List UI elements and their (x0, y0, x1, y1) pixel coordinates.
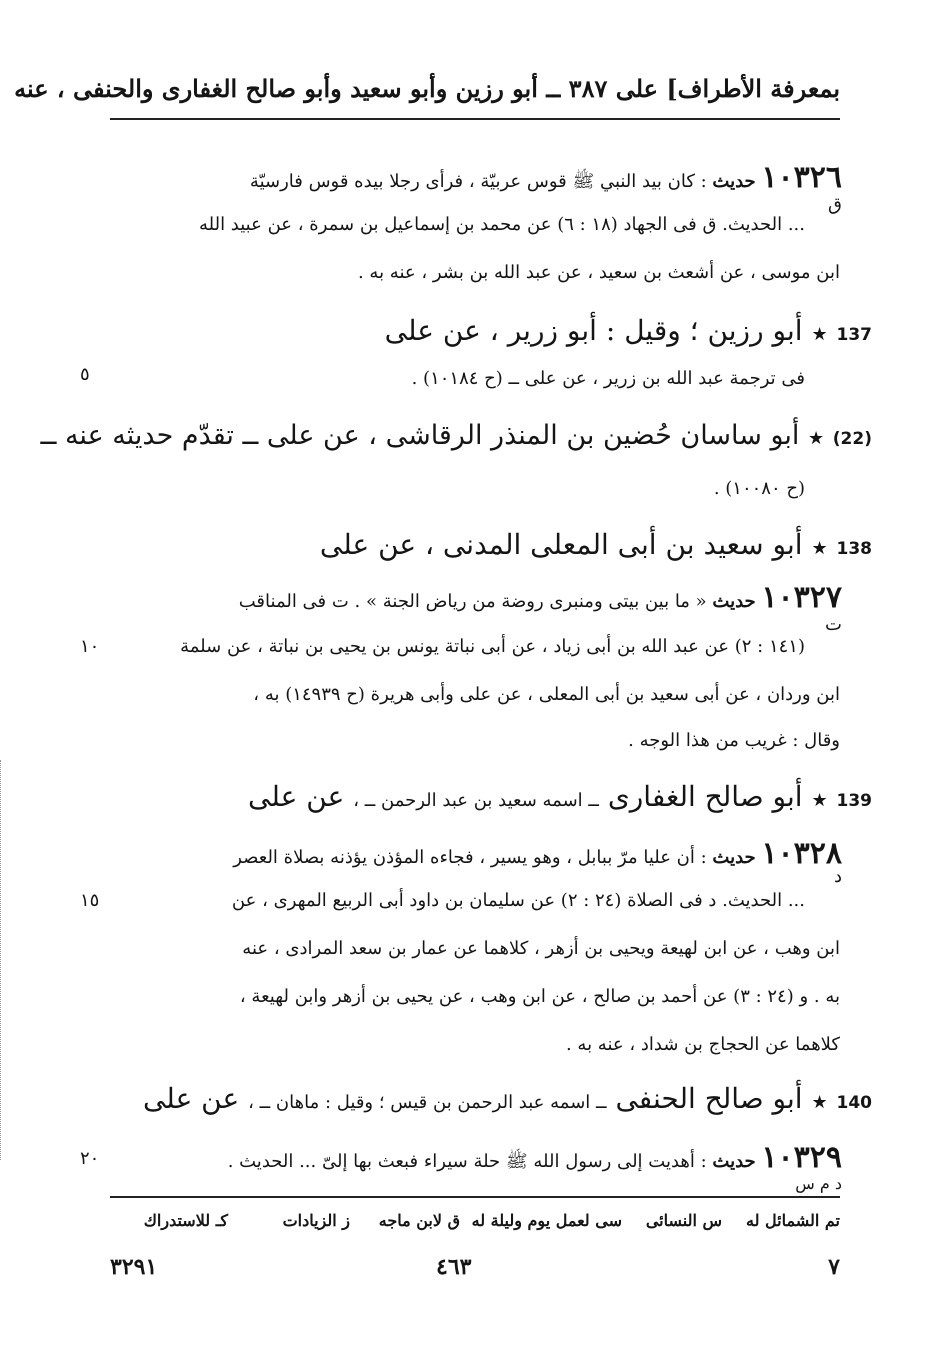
hadith-word: حديث (712, 847, 756, 868)
abbrev-ziyadat: ز الزيادات (282, 1211, 350, 1230)
hadith-text: : كان بيد النبي ﷺ قوس عربيّة ، فرأى رجلا بيده قوس فارسيّة (249, 171, 707, 192)
hadith-10328-line5: كلاهما عن الحجاج بن شداد ، عنه به . (565, 1034, 840, 1055)
star-icon: ★ (811, 790, 828, 811)
entry-140-heading (143, 1082, 872, 1115)
entry-137-heading (385, 314, 872, 347)
hadith-text: « ما بين بيتى ومنبرى روضة من رياض الجنة » . ت فى المناقب (238, 591, 707, 612)
star-icon: ★ (811, 538, 828, 559)
entry-title: أبو رزين ؛ وقيل : أبو زرير ، عن على (384, 314, 803, 347)
hadith-10329-line1 (228, 1140, 842, 1176)
hadith-10327-line2: (١٤١ : ٢) عن عبد الله بن أبى زياد ، عن أبى نباتة يونس بن يحيى بن نباتة ، عن سلمة (180, 636, 805, 657)
entry-title-end: عن على (142, 1082, 240, 1115)
hadith-text: : أن عليا مرّ ببابل ، وهو يسير ، فجاءه المؤذن يؤذنه بصلاة العصر (233, 847, 707, 868)
entry-number: 140 (836, 1093, 872, 1113)
hadith-10328-line3: ابن وهب ، عن ابن لهيعة ويحيى بن أزهر ، كلاهما عن عمار بن سعد المرادى ، عنه (242, 938, 840, 959)
entry-138-heading (320, 528, 872, 561)
hadith-10328-line4: به . و (٢٤ : ٣) عن أحمد بن صالح ، عن ابن وهب ، عن يحيى بن أزهر وابن لهيعة ، (239, 986, 840, 1007)
entry-139-heading (248, 780, 872, 813)
margin-line-number: ٢٠ (80, 1148, 100, 1169)
hadith-10328-line1 (233, 836, 842, 871)
entry-title: أبو سعيد بن أبى المعلى المدنى ، عن على (319, 528, 803, 561)
hadith-number: ١٠٣٢٧ (761, 580, 842, 615)
entry-title-end: عن على (248, 780, 345, 813)
margin-line-number: ٥ (80, 364, 90, 385)
hadith-text: : أهديت إلى رسول الله ﷺ حلة سيراء فبعث بها إلىّ ... الحديث . (227, 1151, 707, 1172)
abbrev-istidrak: كـ للاستدراك (143, 1211, 228, 1230)
abbrev-nasai: س النسائى (645, 1211, 722, 1230)
hadith-10327-line3: ابن وردان ، عن أبى سعيد بن أبى المعلى ، عن على وأبى هريرة (ح ١٤٩٣٩) به ، (253, 684, 840, 705)
volume-number: ٧ (828, 1254, 840, 1280)
hadith-10326-siglum: ق (828, 194, 842, 215)
margin-line-number: ١٠ (80, 636, 100, 657)
hadith-10326-line1 (250, 160, 842, 196)
entry-137-note: فى ترجمة عبد الله بن زرير ، عن على ــ (ح ١٠١٨٤) . (411, 368, 805, 389)
header-rule (110, 118, 840, 120)
hadith-10329-siglum: د م س (795, 1174, 842, 1193)
abbrev-shamail: تم الشمائل له (746, 1211, 840, 1230)
star-icon: ★ (811, 324, 828, 345)
scan-edge-mark (0, 760, 3, 1160)
running-header: بمعرفة الأطراف] على ٣٨٧ ــ أبو رزين وأبو سعيد وأبو صالح الغفارى والحنفى ، عنه (14, 74, 840, 103)
abbrev-ibn-majah: ق لابن ماجه (378, 1211, 460, 1230)
entry-subtitle: ــ اسمه سعيد بن عبد الرحمن ــ ، (353, 790, 599, 811)
star-icon: ★ (811, 1092, 828, 1113)
entry-title: أبو صالح الحنفى (615, 1082, 803, 1115)
abbrev-amal-yawm: سى لعمل يوم وليلة له (471, 1211, 622, 1230)
hadith-number: ١٠٣٢٦ (761, 160, 842, 195)
hadith-10328-line2: ... الحديث. د فى الصلاة (٢٤ : ٢) عن سليمان بن داود أبى الربيع المهرى ، عن (231, 890, 805, 911)
entry-number: 138 (836, 539, 872, 559)
entry-title: أبو ساسان حُضين بن المنذر الرقاشى ، عن على ــ تقدّم حديثه عنه ــ (40, 420, 800, 451)
entry-number: (22) (832, 429, 872, 449)
hadith-10327-siglum: ت (825, 614, 842, 635)
hadith-10327-line1 (239, 580, 842, 615)
hadith-10326-line3: ابن موسى ، عن أشعث بن سعيد ، عن عبد الله بن بشر ، عنه به . (357, 262, 840, 283)
star-icon: ★ (808, 428, 825, 449)
entry-number: 139 (836, 791, 872, 811)
entry-22-heading (41, 420, 872, 451)
hadith-10328-siglum: د (833, 866, 842, 887)
hadith-number: ١٠٣٢٨ (761, 836, 842, 871)
hadith-10327-line4: وقال : غريب من هذا الوجه . (628, 730, 840, 751)
hadith-word: حديث (712, 1151, 756, 1172)
hadith-word: حديث (712, 171, 756, 192)
page-number: ٤٦٣ (436, 1254, 472, 1280)
margin-line-number: ١٥ (80, 890, 100, 911)
hadith-word: حديث (712, 591, 756, 612)
entry-number: 137 (836, 325, 872, 345)
entry-title: أبو صالح الغفارى (607, 780, 803, 813)
hadith-10326-line2: ... الحديث. ق فى الجهاد (١٨ : ٦) عن محمد بن إسماعيل بن سمرة ، عن عبيد الله (198, 214, 805, 235)
footer-rule (110, 1196, 840, 1198)
entry-subtitle: ــ اسمه عبد الرحمن بن قيس ؛ وقيل : ماهان ــ ، (248, 1092, 607, 1113)
index-code: ٣٢٩١ (110, 1254, 158, 1280)
entry-22-note: (ح ١٠٠٨٠) . (713, 478, 805, 499)
hadith-number: ١٠٣٢٩ (761, 1140, 842, 1175)
